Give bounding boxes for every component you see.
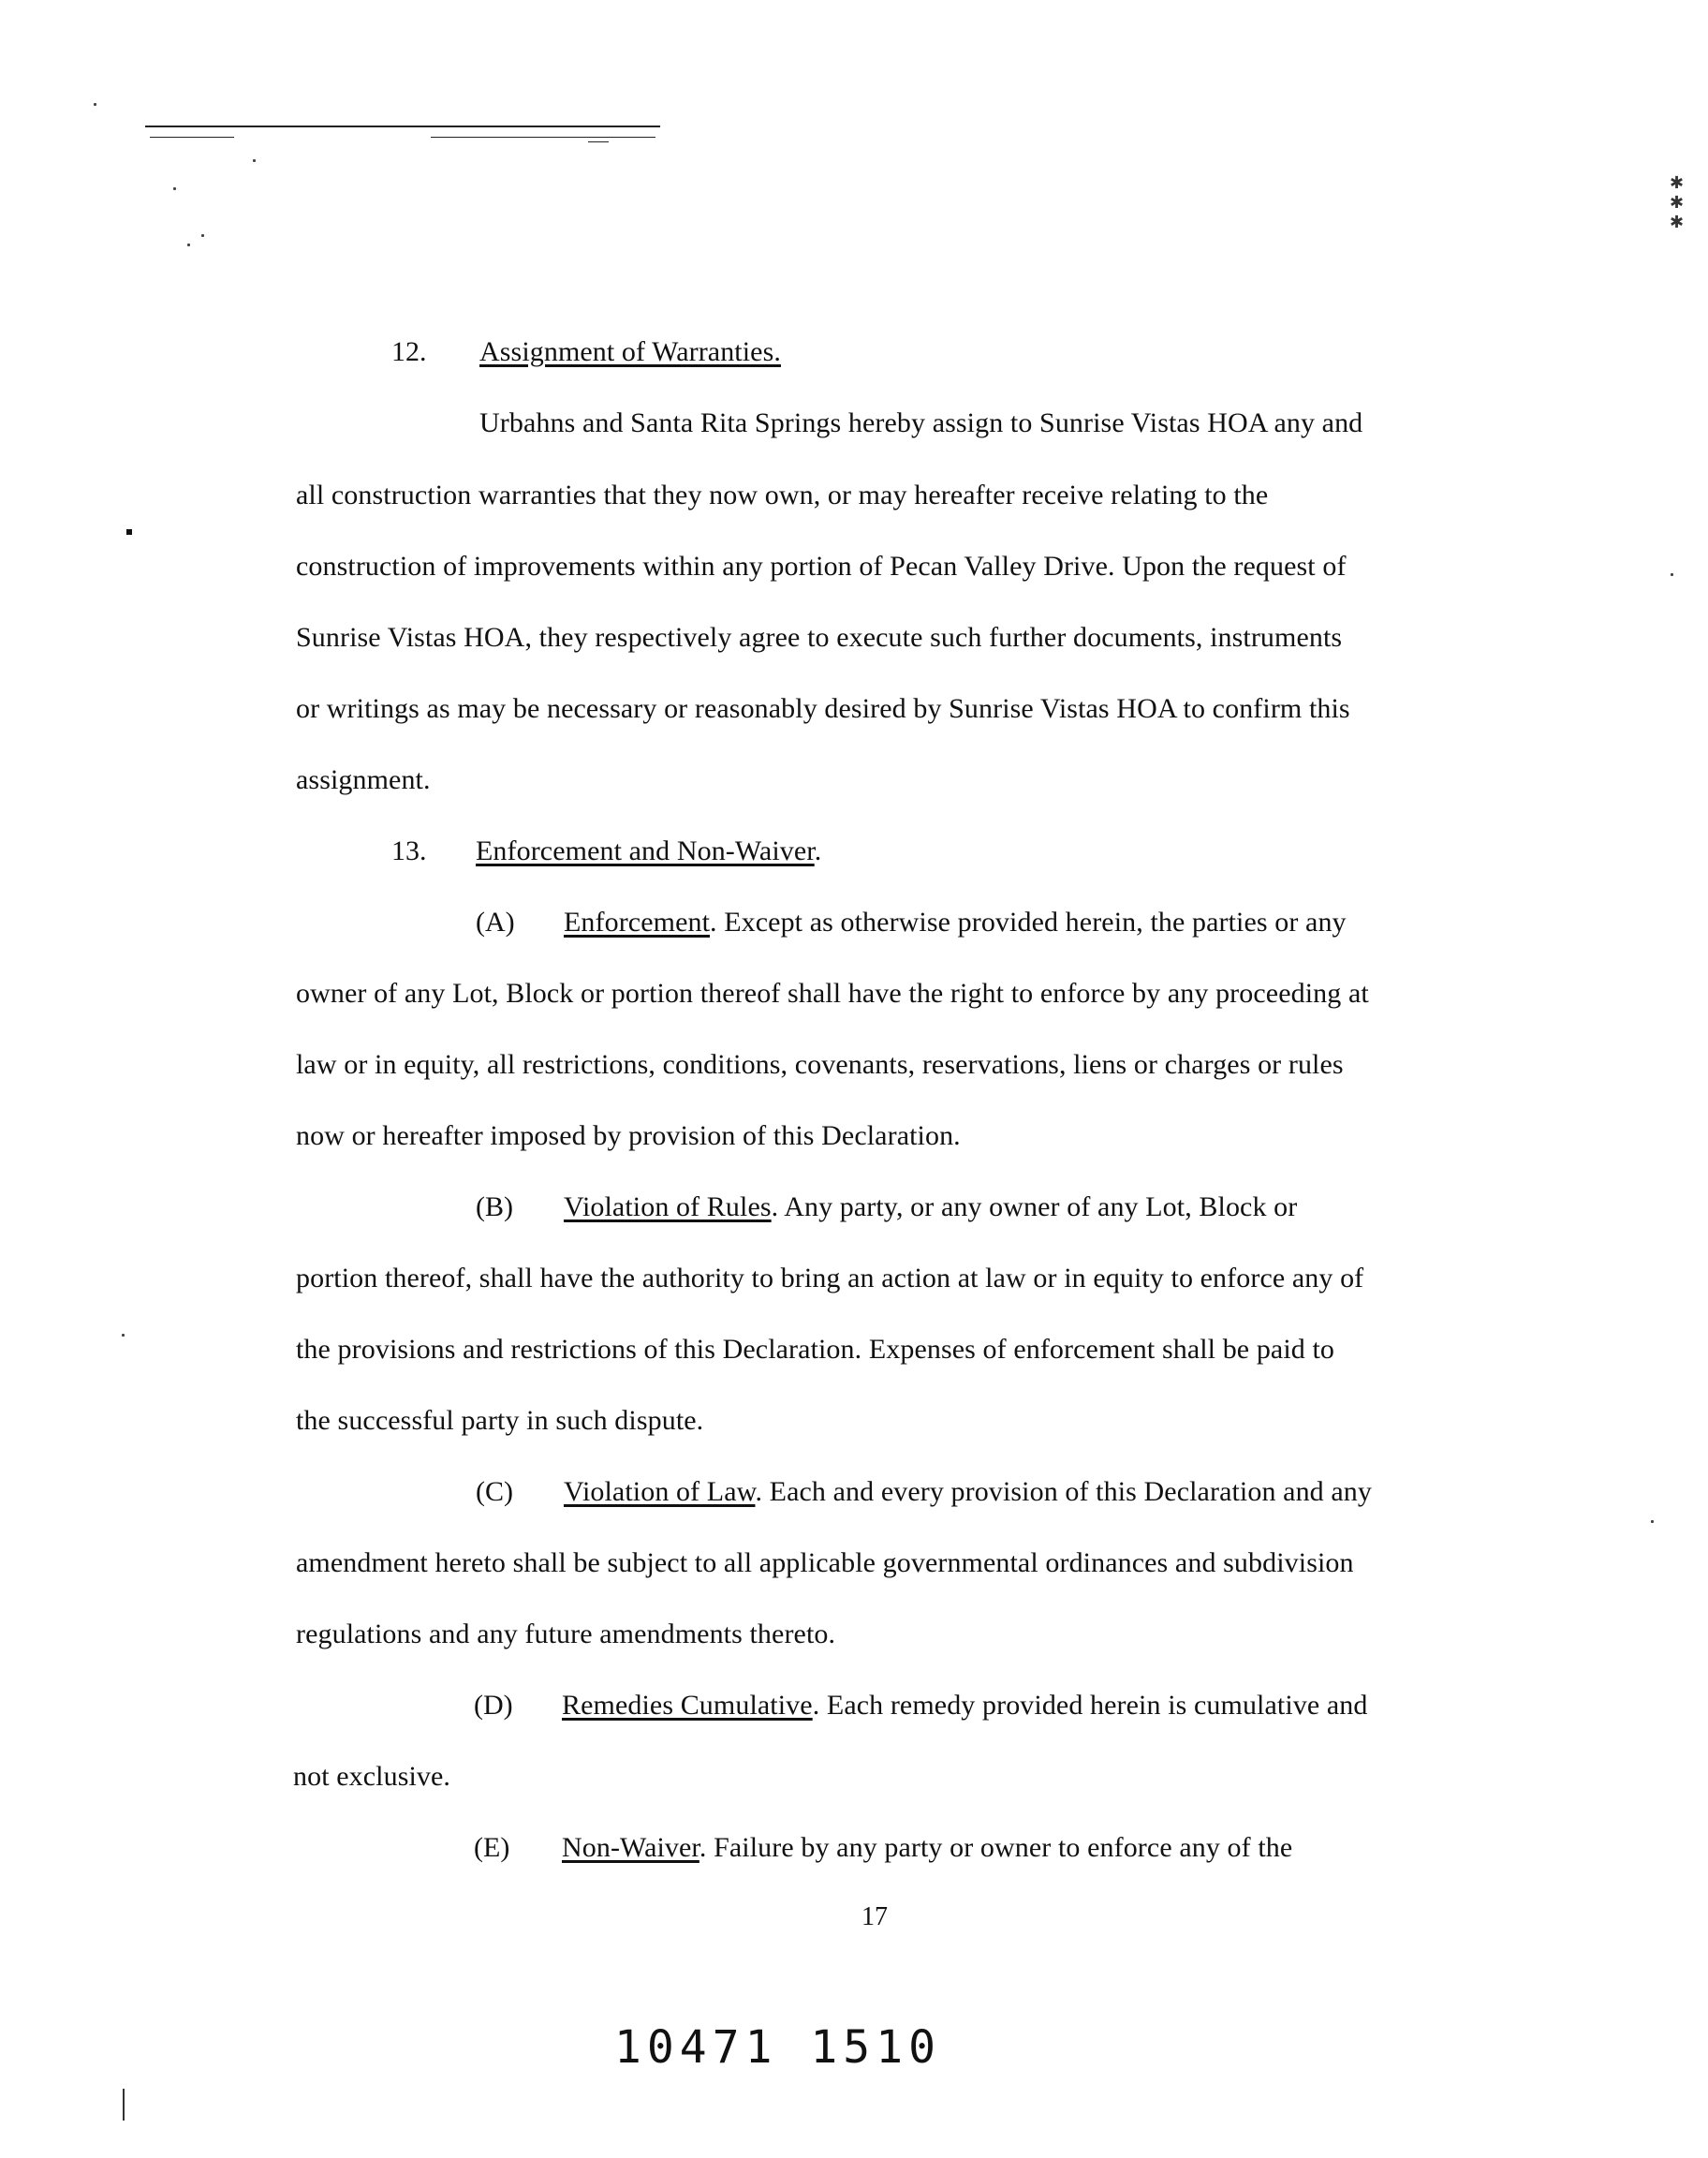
body-line: the successful party in such dispute. <box>296 1405 704 1436</box>
section-13-heading <box>476 837 821 865</box>
subsection-a-text: . Except as otherwise provided herein, the parties or any <box>710 907 1347 938</box>
body-line: law or in equity, all restrictions, conditions, covenants, reservations, liens or charges or rules <box>296 1049 1344 1080</box>
page-number: 17 <box>861 1902 888 1931</box>
section-12-title: Assignment of Warranties. <box>479 336 781 367</box>
section-13-title: Enforcement and Non-Waiver <box>476 835 815 866</box>
subsection-e-text: . Failure by any party or owner to enforce any of the <box>699 1832 1293 1863</box>
subsection-e-title: Non-Waiver <box>562 1832 699 1863</box>
body-line: not exclusive. <box>293 1761 451 1792</box>
body-line: assignment. <box>296 764 431 795</box>
recording-number: 10471 1510 <box>614 2021 941 2074</box>
top-rule-secondary <box>431 137 655 138</box>
scan-speck <box>122 1334 125 1337</box>
subsection-b-first-line <box>564 1193 1297 1221</box>
section-13-title-period: . <box>814 835 822 866</box>
top-rule-secondary <box>588 141 609 142</box>
scan-speck <box>173 187 176 190</box>
body-line: Urbahns and Santa Rita Springs hereby assign to Sunrise Vistas HOA any and <box>479 407 1363 438</box>
section-12-heading <box>479 338 781 366</box>
top-rule <box>145 126 660 127</box>
subsection-d-first-line <box>562 1692 1368 1720</box>
body-line: the provisions and restrictions of this Declaration. Expenses of enforcement shall be paid to <box>296 1334 1335 1365</box>
section-13-number: 13. <box>391 835 427 866</box>
subsection-b-title: Violation of Rules <box>564 1191 772 1222</box>
scan-speck <box>253 159 256 162</box>
subsection-a-label: (A) <box>476 907 515 938</box>
top-rule-secondary <box>150 137 234 138</box>
body-line: Sunrise Vistas HOA, they respectively agree to execute such further documents, instruments <box>296 622 1343 653</box>
body-line: regulations and any future amendments thereto. <box>296 1618 836 1649</box>
subsection-c-title: Violation of Law <box>564 1476 756 1507</box>
subsection-e-label: (E) <box>474 1832 510 1863</box>
subsection-a-first-line <box>564 909 1347 937</box>
body-line: all construction warranties that they now own, or may hereafter receive relating to the <box>296 480 1269 510</box>
body-line: amendment hereto shall be subject to all applicable governmental ordinances and subdivision <box>296 1547 1354 1578</box>
subsection-d-label: (D) <box>474 1690 513 1721</box>
subsection-d-text: . Each remedy provided herein is cumulative and <box>812 1690 1368 1721</box>
scan-speck <box>187 244 190 246</box>
scan-speck <box>1671 573 1673 576</box>
body-line: portion thereof, shall have the authority to bring an action at law or in equity to enforce any of <box>296 1263 1364 1293</box>
scan-speck <box>94 103 96 106</box>
subsection-b-label: (B) <box>476 1191 513 1222</box>
body-line: now or hereafter imposed by provision of this Declaration. <box>296 1120 961 1151</box>
scan-bar <box>123 2089 125 2121</box>
scan-mark <box>126 529 132 535</box>
margin-stamp: ✱✱✱ <box>1668 173 1686 232</box>
scan-speck <box>201 234 204 237</box>
subsection-e-first-line <box>562 1834 1292 1862</box>
subsection-c-first-line <box>564 1478 1372 1506</box>
section-12-number: 12. <box>391 336 427 367</box>
subsection-c-label: (C) <box>476 1476 513 1507</box>
body-line: or writings as may be necessary or reasonably desired by Sunrise Vistas HOA to confirm this <box>296 693 1350 724</box>
subsection-b-text: . Any party, or any owner of any Lot, Block or <box>771 1191 1298 1222</box>
subsection-c-text: . Each and every provision of this Declaration and any <box>755 1476 1372 1507</box>
body-line: construction of improvements within any portion of Pecan Valley Drive. Upon the request of <box>296 551 1347 582</box>
subsection-d-title: Remedies Cumulative <box>562 1690 813 1721</box>
scan-speck <box>1651 1520 1654 1523</box>
body-line: owner of any Lot, Block or portion thereof shall have the right to enforce by any proceeding at <box>296 978 1369 1009</box>
subsection-a-title: Enforcement <box>564 907 711 938</box>
